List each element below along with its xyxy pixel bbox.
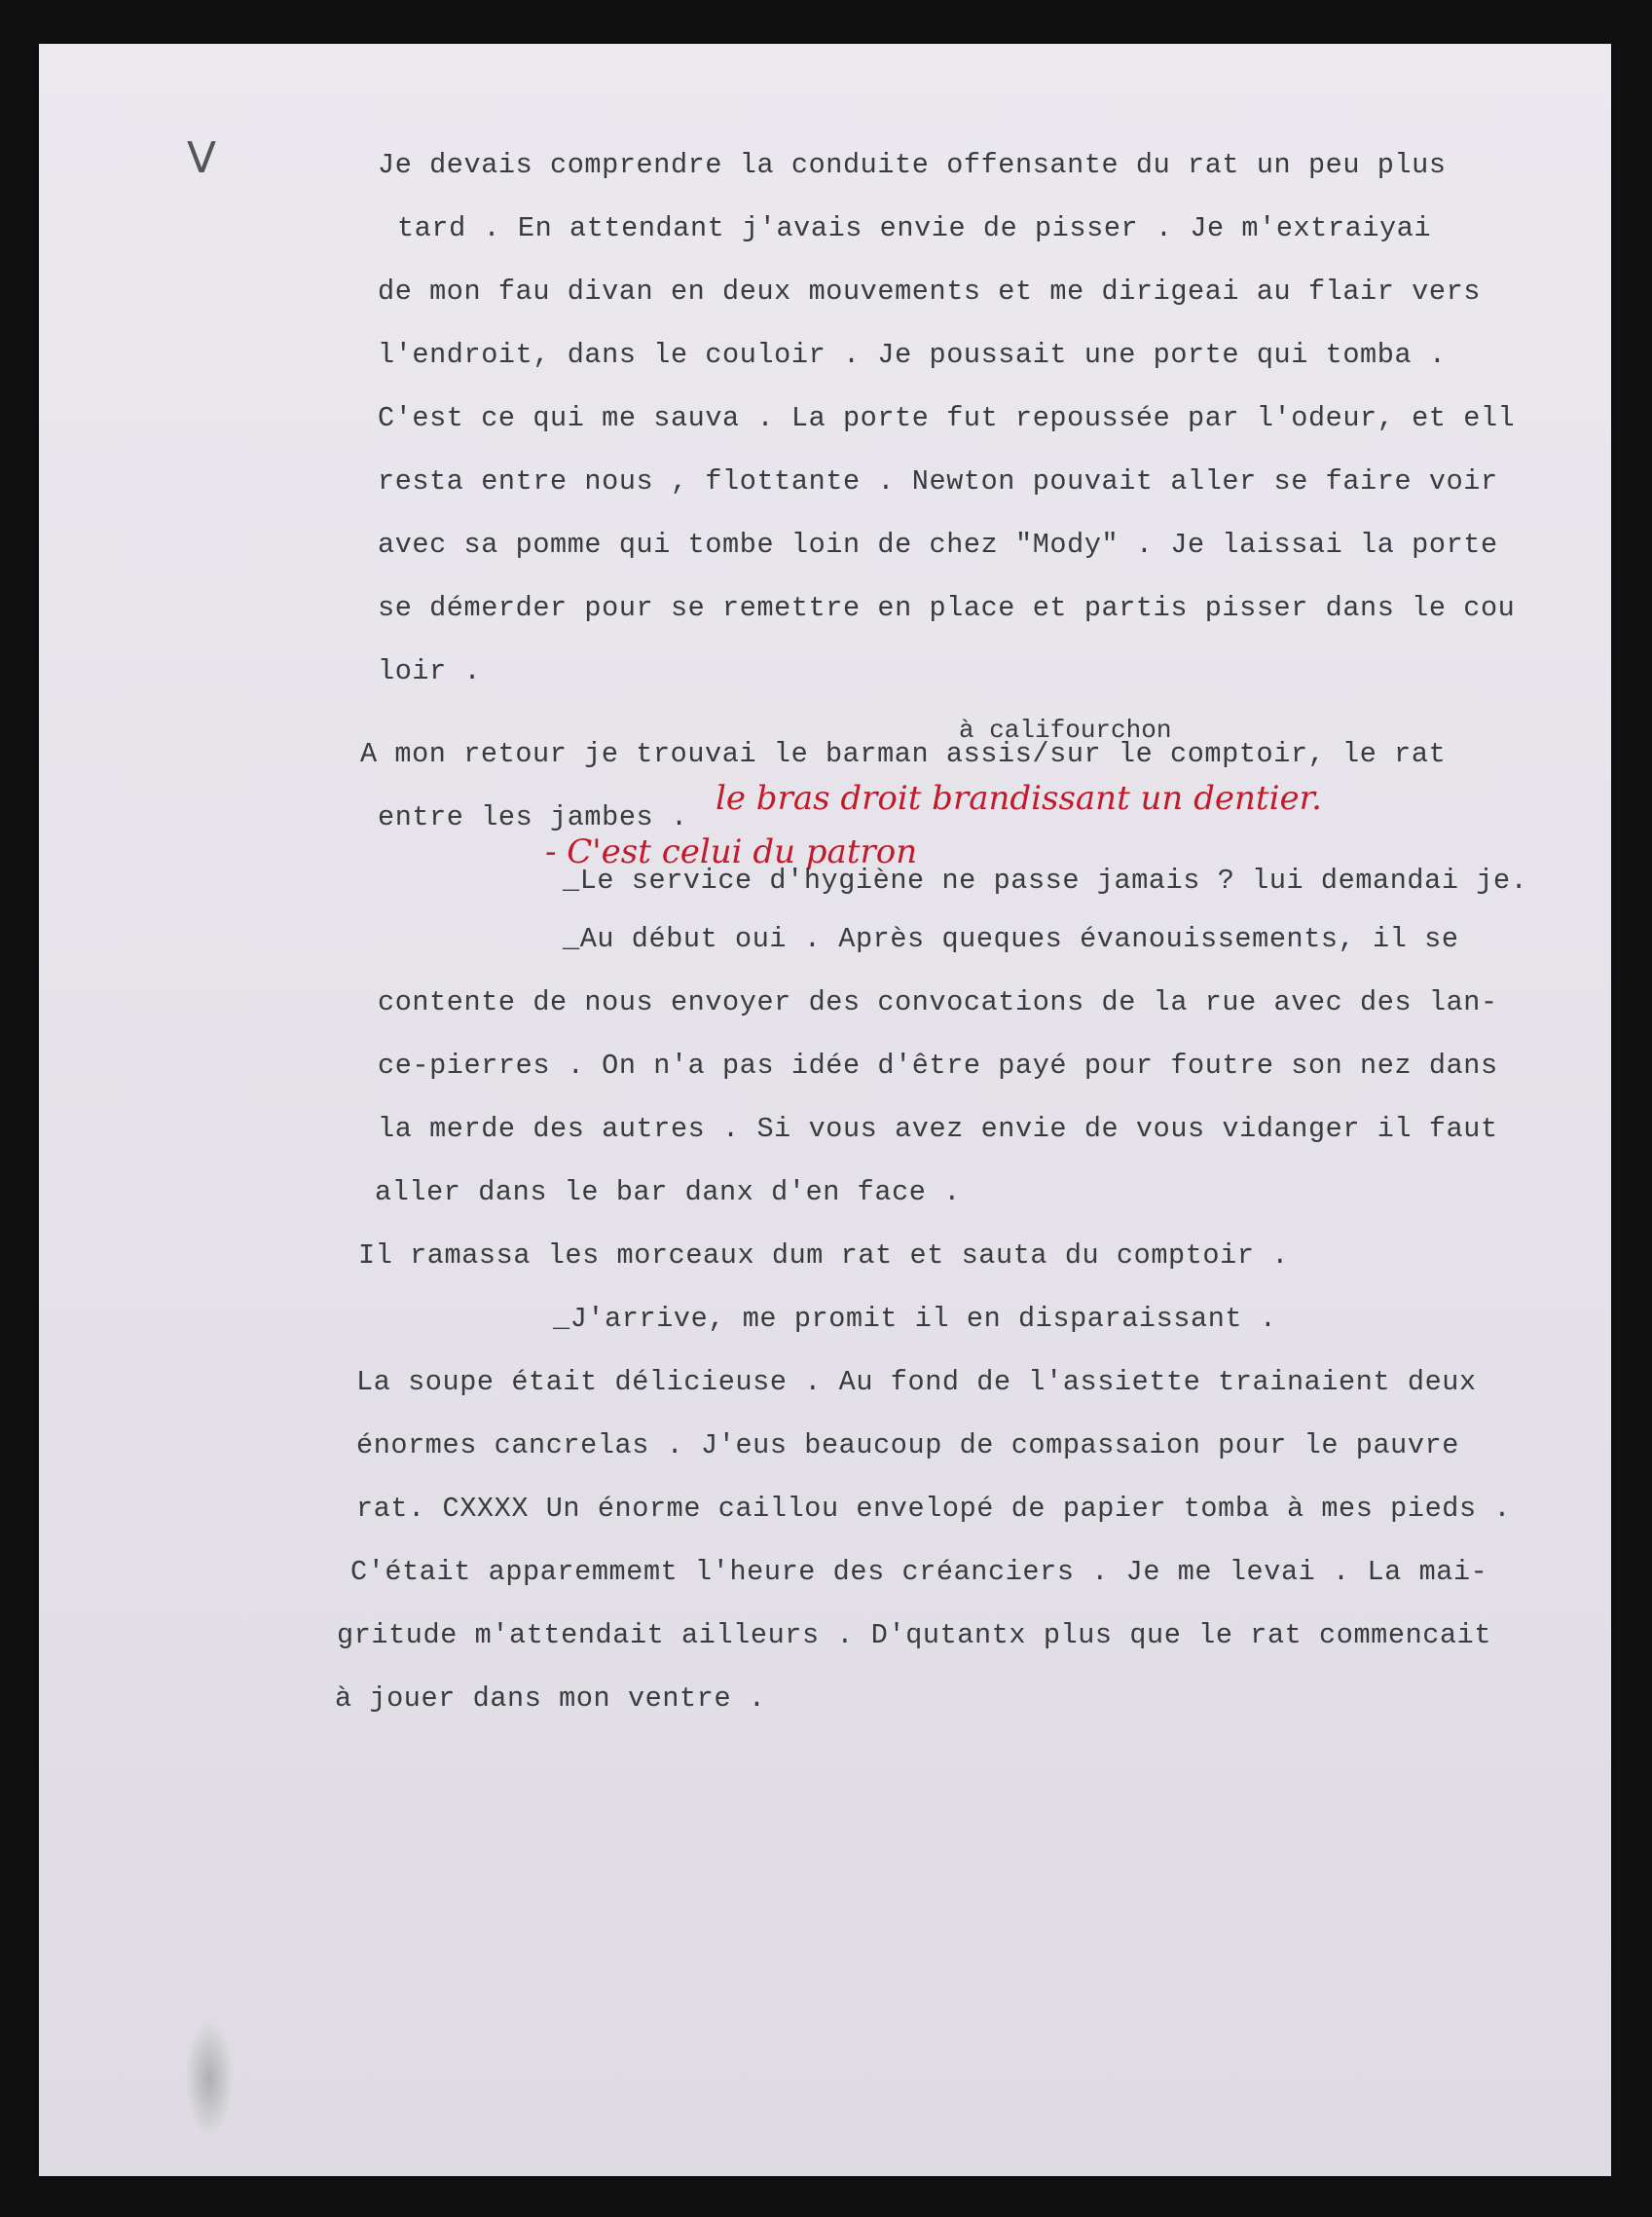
typed-line: resta entre nous , flottante . Newton pouvait aller se faire voir <box>378 465 1498 498</box>
paper-smudge <box>185 2020 234 2137</box>
typed-line: _Au début oui . Après queques évanouissements, il se <box>563 923 1459 955</box>
typed-line: entre les jambes . <box>378 801 688 833</box>
typed-line: à jouer dans mon ventre . <box>335 1682 766 1715</box>
typed-line: avec sa pomme qui tombe loin de chez "Mody" . Je laissai la porte <box>378 529 1498 561</box>
typed-line: de mon fau divan en deux mouvements et me dirigeai au flair vers <box>378 276 1481 308</box>
typed-line: ce-pierres . On n'a pas idée d'être payé pour foutre son nez dans <box>378 1050 1498 1082</box>
typed-line: C'est ce qui me sauva . La porte fut repoussée par l'odeur, et ell <box>378 402 1516 434</box>
typed-line: _Le service d'hygiène ne passe jamais ? lui demandai je. <box>563 865 1528 897</box>
typed-line: rat. CXXXX Un énorme caillou envelopé de papier tomba à mes pieds . <box>356 1493 1512 1525</box>
typed-line: C'était apparemmemt l'heure des créanciers . Je me levai . La mai- <box>350 1556 1488 1588</box>
typed-line: énormes cancrelas . J'eus beaucoup de compassaion pour le pauvre <box>356 1429 1459 1461</box>
typed-line: La soupe était délicieuse . Au fond de l'assiette trainaient deux <box>356 1366 1477 1398</box>
handwritten-annotation-line-2: - C'est celui du patron <box>545 832 918 871</box>
typed-line: _J'arrive, me promit il en disparaissant . <box>553 1303 1277 1335</box>
typed-line: contente de nous envoyer des convocations de la rue avec des lan- <box>378 986 1498 1018</box>
page-marker: V <box>187 133 217 183</box>
typed-line: l'endroit, dans le couloir . Je poussait une porte qui tomba . <box>378 339 1447 371</box>
typed-line: la merde des autres . Si vous avez envie de vous vidanger il faut <box>378 1113 1498 1145</box>
typed-line: aller dans le bar danx d'en face . <box>375 1176 961 1208</box>
typed-insertion: à califourchon <box>959 716 1172 745</box>
typed-line: gritude m'attendait ailleurs . D'qutantx plus que le rat commencait <box>337 1619 1492 1651</box>
typed-page <box>39 44 1611 2176</box>
typed-line: se démerder pour se remettre en place et partis pisser dans le cou <box>378 592 1516 624</box>
typed-line: A mon retour je trouvai le barman assis/sur le comptoir, le rat <box>360 738 1447 770</box>
handwritten-annotation-line-1: le bras droit brandissant un dentier. <box>716 779 1322 818</box>
typed-line: Je devais comprendre la conduite offensante du rat un peu plus <box>378 149 1447 181</box>
typed-line: loir . <box>378 655 482 687</box>
typed-line: tard . En attendant j'avais envie de pisser . Je m'extraiyai <box>397 212 1432 244</box>
typed-line: Il ramassa les morceaux dum rat et sauta du comptoir . <box>358 1239 1289 1272</box>
